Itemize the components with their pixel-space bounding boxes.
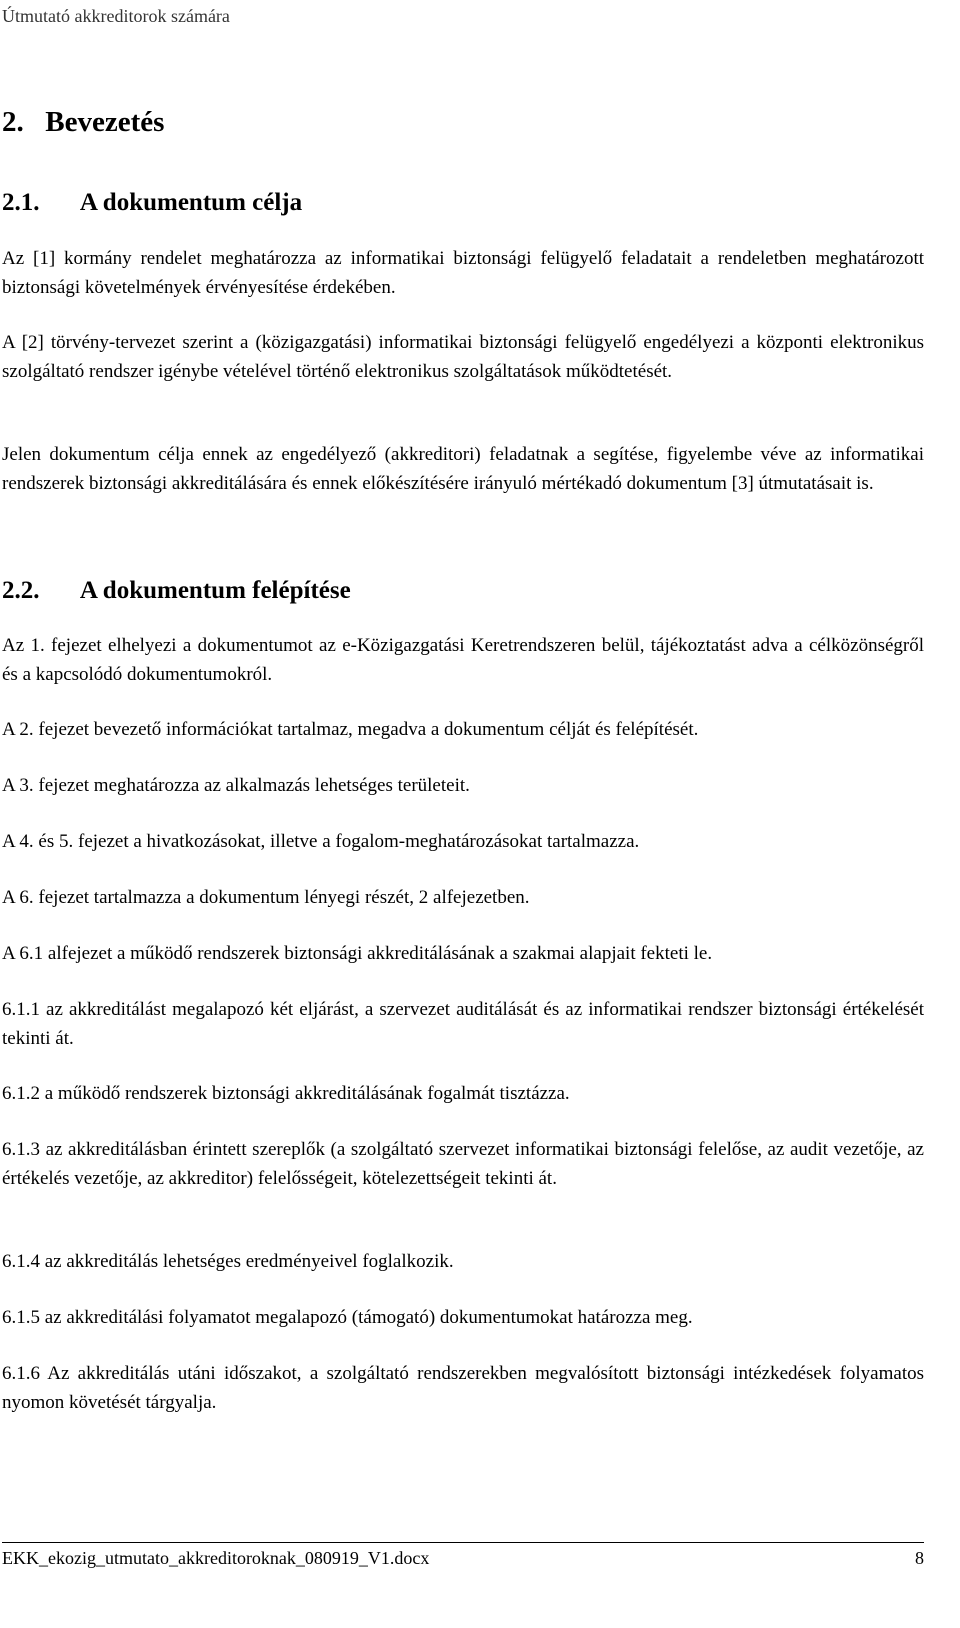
section-title: Bevezetés xyxy=(45,106,165,138)
footer-filename: EKK_ekozig_utmutato_akkreditoroknak_080919_V1.docx xyxy=(2,1548,430,1568)
paragraph: Az 1. fejezet elhelyezi a dokumentumot az e-Közigazgatási Keretrendszeren belül, tájékoztatást adva a célközönségről és a kapcsolódó dokumentumokról. xyxy=(2,635,924,685)
paragraph: A [2] törvény-tervezet szerint a (közigazgatási) informatikai biztonsági felügyelő engedélyezi a központi elektronikus szolgáltató rendszer igénybe vételével történő elektronikus szolgáltatások működtetését. xyxy=(2,332,924,382)
section-heading xyxy=(2,104,164,140)
paragraph: Az [1] kormány rendelet meghatározza az informatikai biztonsági felügyelő feladatait a rendeletben meghatározott biztonsági követelmények érvényesítése érdekében. xyxy=(2,248,924,298)
paragraph: A 6.1 alfejezet a működő rendszerek biztonsági akkreditálásának a szakmai alapjait fekteti le. xyxy=(2,943,713,964)
running-header: Útmutató akkreditorok számára xyxy=(2,6,230,26)
paragraph: A 2. fejezet bevezető információkat tartalmaz, megadva a dokumentum célját és felépítését. xyxy=(2,719,699,740)
paragraph: A 3. fejezet meghatározza az alkalmazás lehetséges területeit. xyxy=(2,775,470,796)
footer-divider xyxy=(2,1542,924,1543)
subsection-number: 2.1. xyxy=(2,189,40,216)
section-number: 2. xyxy=(2,106,24,138)
paragraph: 6.1.3 az akkreditálásban érintett szereplők (a szolgáltató szervezet informatikai biztonsági felelőse, az audit vezetője, az értékelés vezetője, az akkreditor) felelősségeit, kötelezettségeit tekinti át. xyxy=(2,1139,924,1189)
subsection-number: 2.2. xyxy=(2,577,40,604)
page-number: 8 xyxy=(915,1548,924,1568)
subsection-title: A dokumentum célja xyxy=(79,189,303,216)
paragraph: 6.1.2 a működő rendszerek biztonsági akkreditálásának fogalmát tisztázza. xyxy=(2,1083,570,1104)
paragraph: A 6. fejezet tartalmazza a dokumentum lényegi részét, 2 alfejezetben. xyxy=(2,887,530,908)
paragraph: 6.1.4 az akkreditálás lehetséges eredményeivel foglalkozik. xyxy=(2,1251,454,1272)
subsection-heading xyxy=(2,188,302,218)
subsection-heading xyxy=(2,576,351,606)
subsection-title: A dokumentum felépítése xyxy=(79,577,351,604)
paragraph: 6.1.1 az akkreditálást megalapozó két eljárást, a szervezet auditálását és az informatikai rendszer biztonsági értékelését tekinti át. xyxy=(2,999,924,1049)
paragraph: 6.1.5 az akkreditálási folyamatot megalapozó (támogató) dokumentumokat határozza meg. xyxy=(2,1307,693,1328)
paragraph: 6.1.6 Az akkreditálás utáni időszakot, a szolgáltató rendszerekben megvalósított biztonsági intézkedések folyamatos nyomon követését tárgyalja. xyxy=(2,1363,924,1413)
paragraph: A 4. és 5. fejezet a hivatkozásokat, illetve a fogalom-meghatározásokat tartalmazza. xyxy=(2,831,640,852)
paragraph: Jelen dokumentum célja ennek az engedélyező (akkreditori) feladatnak a segítése, figyelembe véve az informatikai rendszerek biztonsági akkreditálására és ennek előkészítésére irányuló mértékadó dokumentum [3] útmutatásait is. xyxy=(2,444,924,494)
